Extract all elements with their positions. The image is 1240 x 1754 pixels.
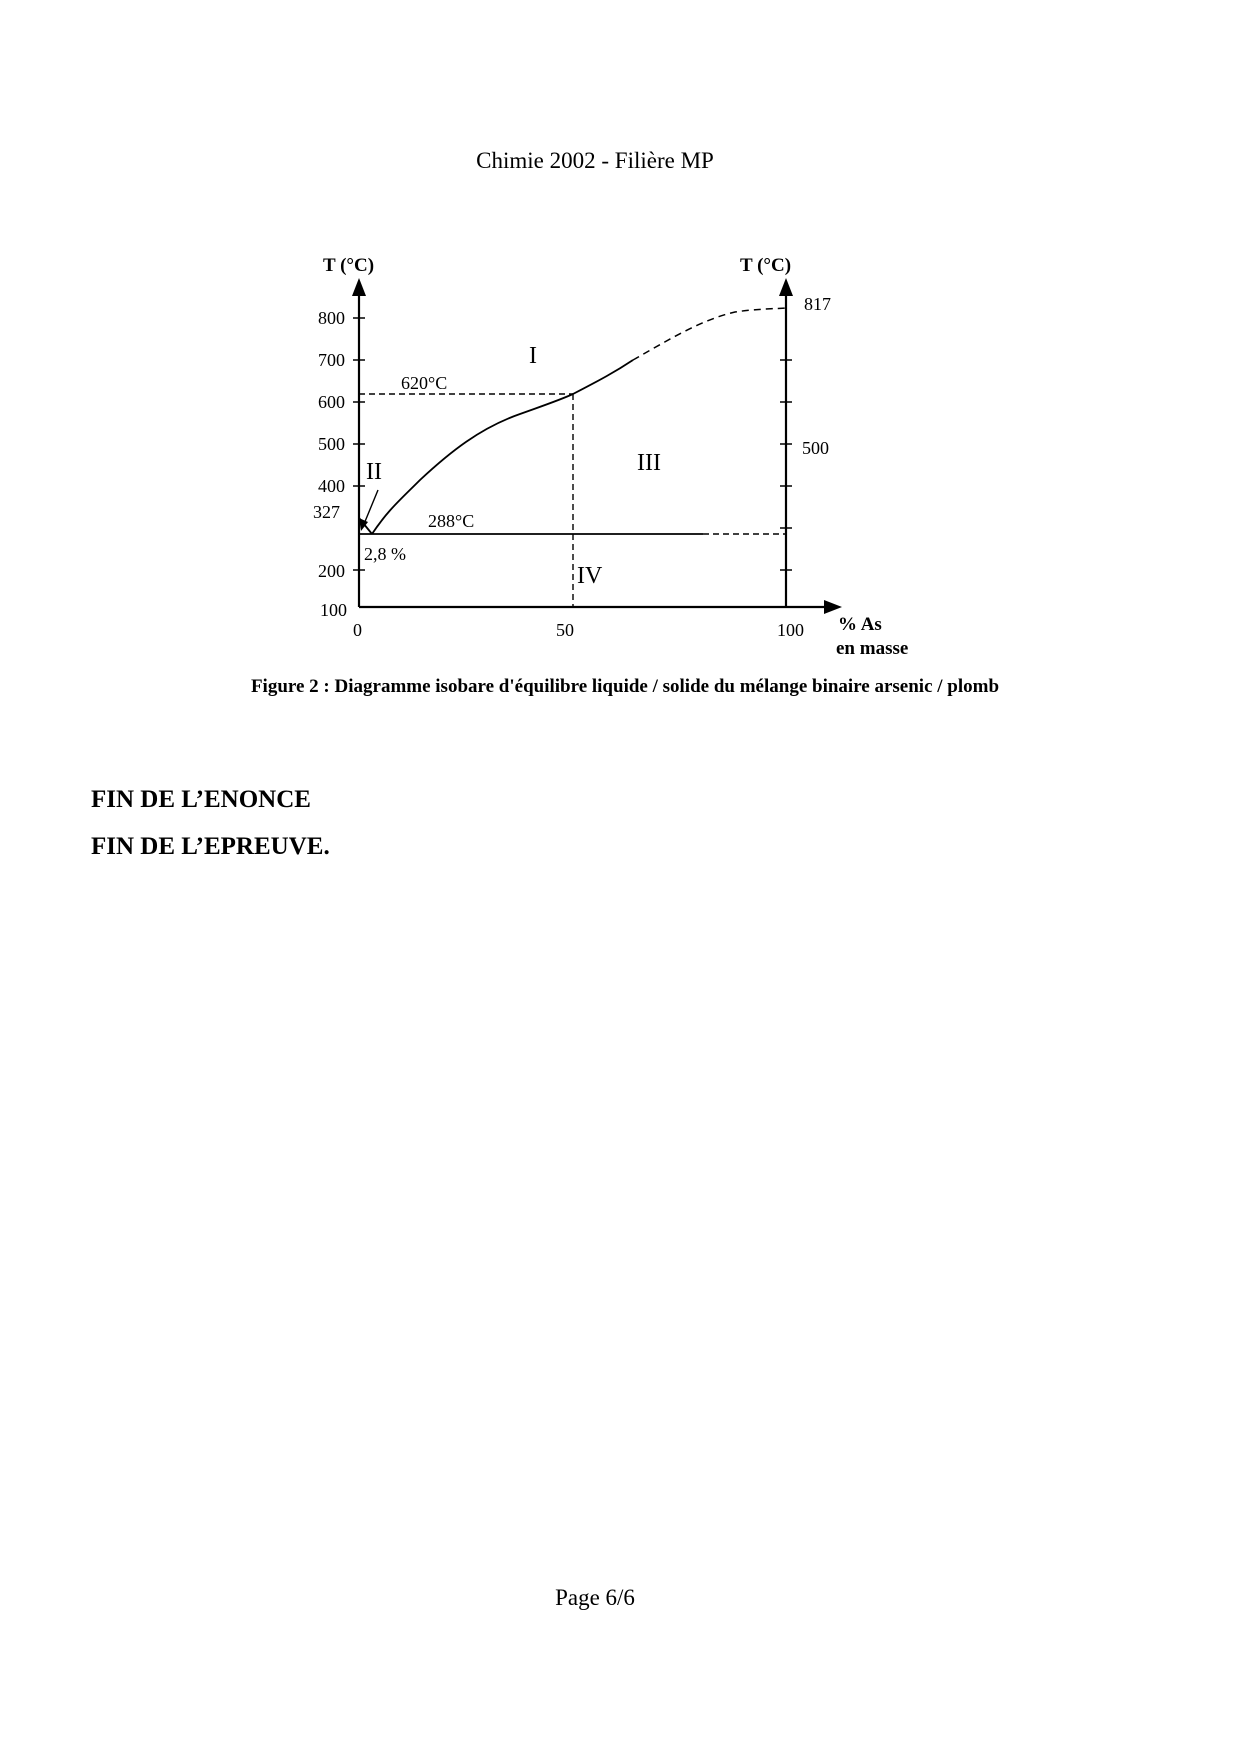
- end-note-epreuve: FIN DE L’EPREUVE.: [91, 833, 330, 860]
- left-y-axis-arrow-icon: [352, 278, 366, 296]
- right-y-axis-arrow-icon: [779, 278, 793, 296]
- annotation-eutectic: 2,8 %: [364, 544, 406, 564]
- end-note-enonce: FIN DE L’ENONCE: [91, 786, 311, 813]
- left-axis-title: T (°C): [323, 255, 375, 276]
- x-tick-label-100: 100: [777, 620, 804, 640]
- tick-label-700: 700: [318, 350, 345, 370]
- right-label-500: 500: [802, 438, 829, 458]
- tick-label-800: 800: [318, 308, 345, 328]
- x-axis-title-line2: en masse: [836, 638, 909, 659]
- tick-label-600: 600: [318, 392, 345, 412]
- annotation-288: 288°C: [428, 511, 475, 531]
- x-tick-label-0: 0: [353, 620, 362, 640]
- tick-label-200: 200: [318, 561, 345, 581]
- page-number: Page 6/6: [555, 1585, 635, 1610]
- annotation-620: 620°C: [401, 373, 448, 393]
- page-header-title: Chimie 2002 - Filière MP: [476, 148, 714, 173]
- tick-label-327: 327: [313, 502, 340, 522]
- region-ii-arrow-head-icon: [359, 518, 368, 531]
- tick-label-400: 400: [318, 476, 345, 496]
- region-label-ii: II: [366, 459, 382, 485]
- figure-caption: Figure 2 : Diagramme isobare d'équilibre liquide / solide du mélange binaire arsenic / plomb: [250, 676, 1000, 697]
- region-ii-arrow: [364, 490, 378, 524]
- region-label-iv: IV: [577, 563, 603, 589]
- x-axis-arrow-icon: [824, 600, 842, 614]
- phase-diagram: [0, 0, 1240, 720]
- region-label-iii: III: [637, 450, 661, 476]
- region-label-i: I: [529, 343, 537, 369]
- liquidus-dashed: [633, 308, 786, 360]
- x-axis-title-line1: % As: [838, 614, 882, 635]
- x-tick-label-50: 50: [556, 620, 574, 640]
- tick-label-100: 100: [320, 600, 347, 620]
- right-axis-title: T (°C): [740, 255, 792, 276]
- tick-label-500: 500: [318, 434, 345, 454]
- right-label-817: 817: [804, 294, 831, 314]
